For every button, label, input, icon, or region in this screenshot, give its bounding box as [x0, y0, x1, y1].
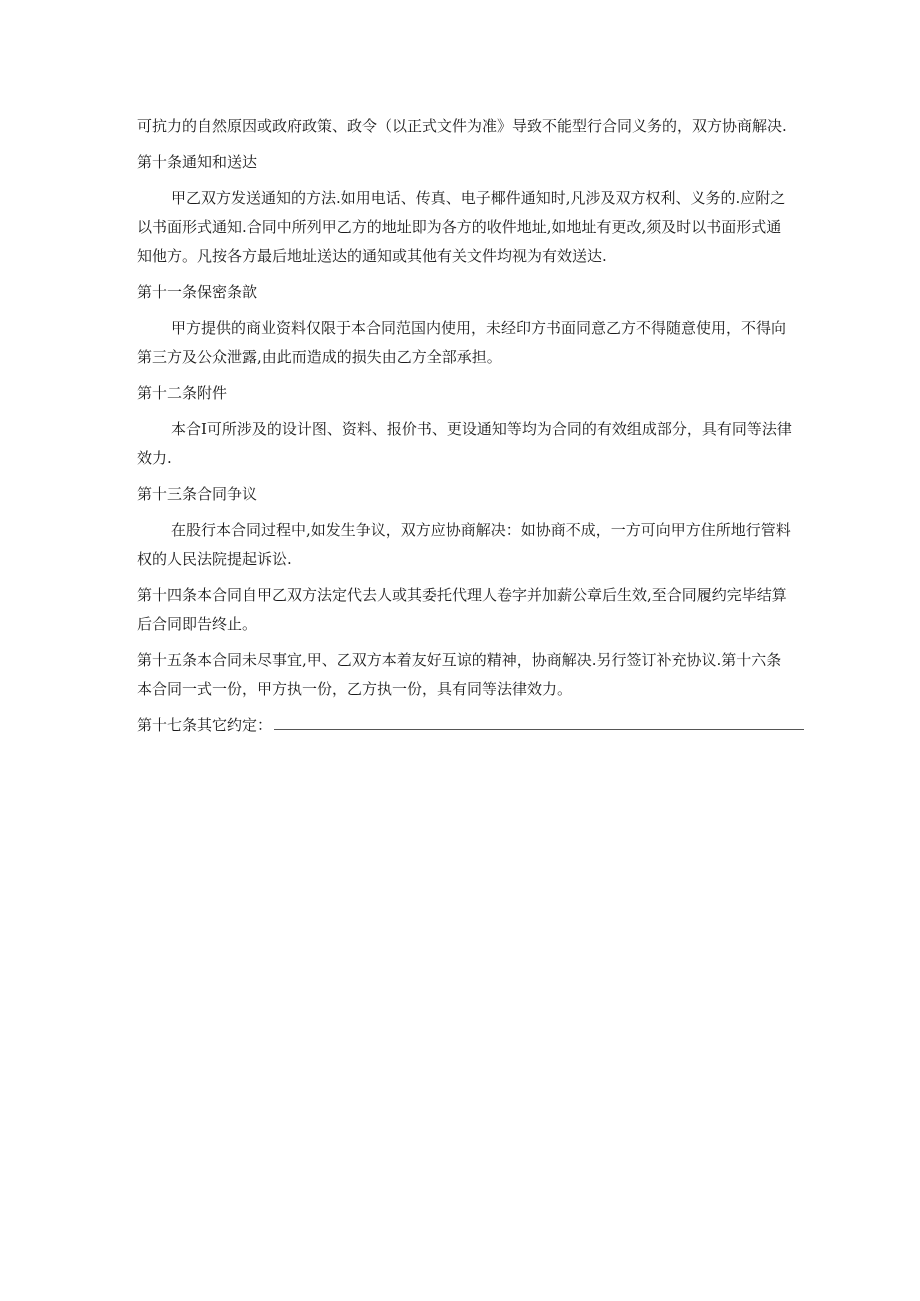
paragraph-line: 后合同即告终止。 [137, 615, 258, 633]
paragraph-line: 本合I可所涉及的设计图、资料、报价书、更设通知等均为合同的有效组成部分，具有同等法律 [171, 420, 792, 438]
fill-in-blank-line [274, 711, 804, 730]
paragraph-line: 在股行本合同过程中,如发生争议，双方应协商解决：如协商不成，一方可向甲方住所地行管料 [171, 521, 791, 539]
section-heading-12: 第十二条附件 [137, 384, 228, 402]
section-17-line [137, 711, 809, 740]
paragraph-line: 权的人民法院提起诉讼. [137, 550, 292, 568]
paragraph-line: 甲乙双方发送通知的方法.如用电话、传真、电子椰件通知时,凡涉及双方权利、义务的.应附之 [171, 189, 786, 207]
paragraph-line: 效力. [137, 449, 172, 467]
section-heading-10: 第十条通知和送达 [137, 153, 258, 171]
paragraph-line: 可抗力的自然原因或政府政策、政令（以正式文件为准》导致不能型行合同义务的，双方协商解决. [137, 117, 787, 135]
paragraph-line: 本合同一式一份，甲方执一份，乙方执一份，具有同等法律效力。 [137, 680, 573, 698]
paragraph-line: 知他方。凡按各方最后地址送达的通知或其他有关文件均视为有效送达. [137, 247, 607, 265]
section-14-line: 第十四条本合同自甲乙双方法定代去人或其委托代理人卷字并加薪公章后生效,至合同履约完毕结算 [137, 586, 787, 604]
section-17-label: 第十七条其它约定： [137, 716, 273, 734]
section-heading-11: 第十一条保密条歆 [137, 283, 258, 301]
paragraph-line: 以书面形式通知.合同中所列甲乙方的地址即为各方的收件地址,如地址有更改,须及时以书面形式通 [137, 218, 782, 236]
section-heading-13: 第十三条合同争议 [137, 485, 258, 503]
paragraph-line: 第三方及公众泄露,由此而造成的损失由乙方全部承担。 [137, 348, 502, 366]
section-15-line: 第十五条本合同未尽事宜,甲、乙双方本着友好互谅的精神，协商解决.另行签订补充协议.第十六条 [137, 651, 782, 669]
contract-text [137, 112, 809, 740]
paragraph-line: 甲方提供的商业资料仅限于本合同范国内使用，未经印方书面同意乙方不得随意使用，不得向 [171, 319, 787, 337]
